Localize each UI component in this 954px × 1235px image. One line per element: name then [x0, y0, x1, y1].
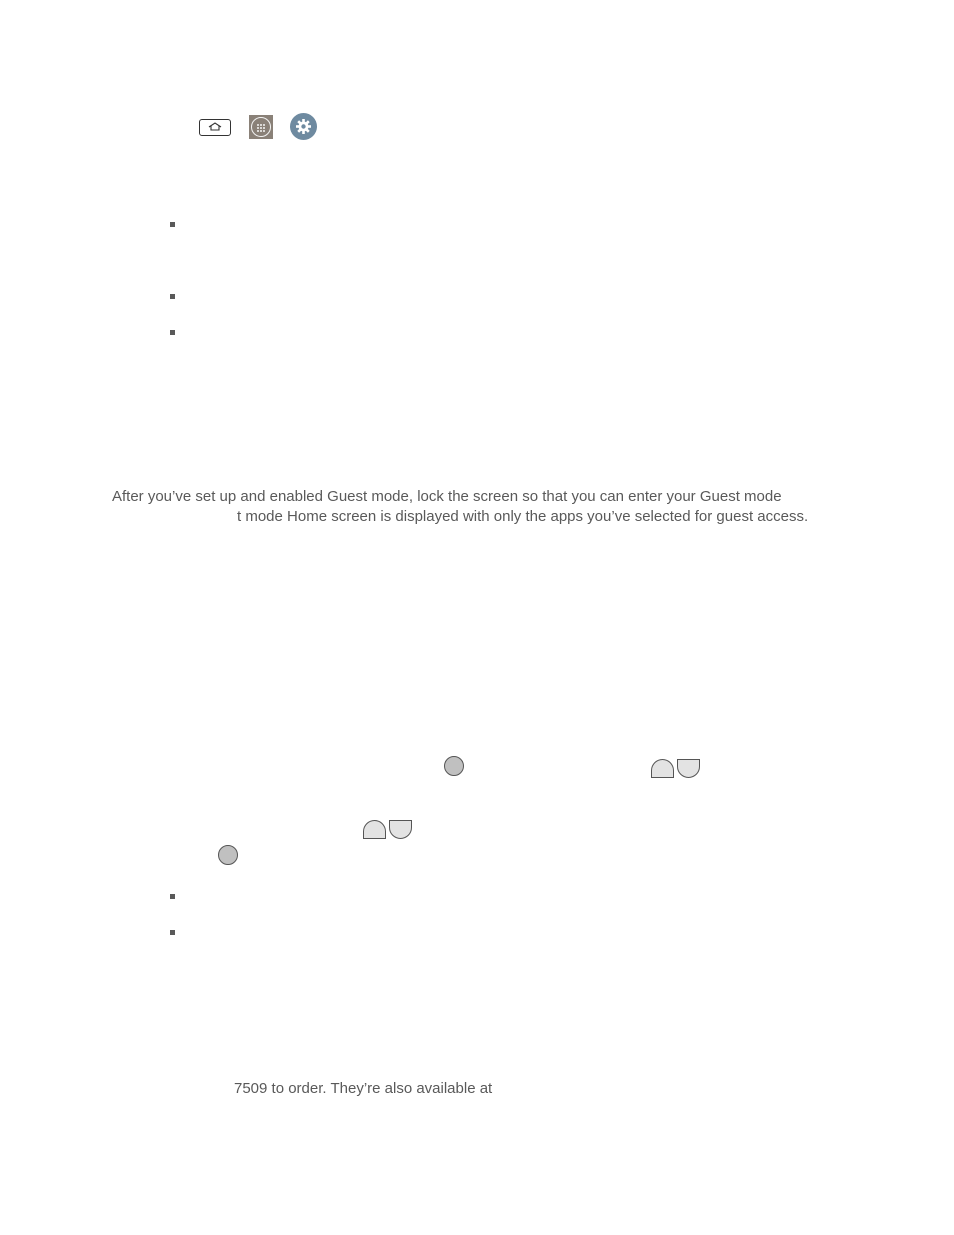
- volume-up-key-icon: [651, 759, 674, 778]
- volume-up-key-icon: [363, 820, 386, 839]
- volume-down-key-icon: [389, 820, 412, 839]
- volume-down-key-icon: [677, 759, 700, 778]
- settings-gear-icon: [290, 113, 317, 140]
- accessories-text-line: 7509 to order. They’re also available at: [234, 1080, 493, 1097]
- guest-mode-text-line-2: t mode Home screen is displayed with only the apps you’ve selected for guest access.: [237, 508, 809, 525]
- list-bullet: [170, 930, 175, 935]
- home-key-icon: [199, 119, 231, 136]
- apps-icon: [249, 115, 273, 139]
- guest-mode-text-line-1: After you’ve set up and enabled Guest mode, lock the screen so that you can enter your Guest mode: [112, 488, 782, 505]
- power-lock-key-icon: [218, 845, 238, 865]
- list-bullet: [170, 222, 175, 227]
- list-bullet: [170, 294, 175, 299]
- power-lock-key-icon: [444, 756, 464, 776]
- list-bullet: [170, 330, 175, 335]
- list-bullet: [170, 894, 175, 899]
